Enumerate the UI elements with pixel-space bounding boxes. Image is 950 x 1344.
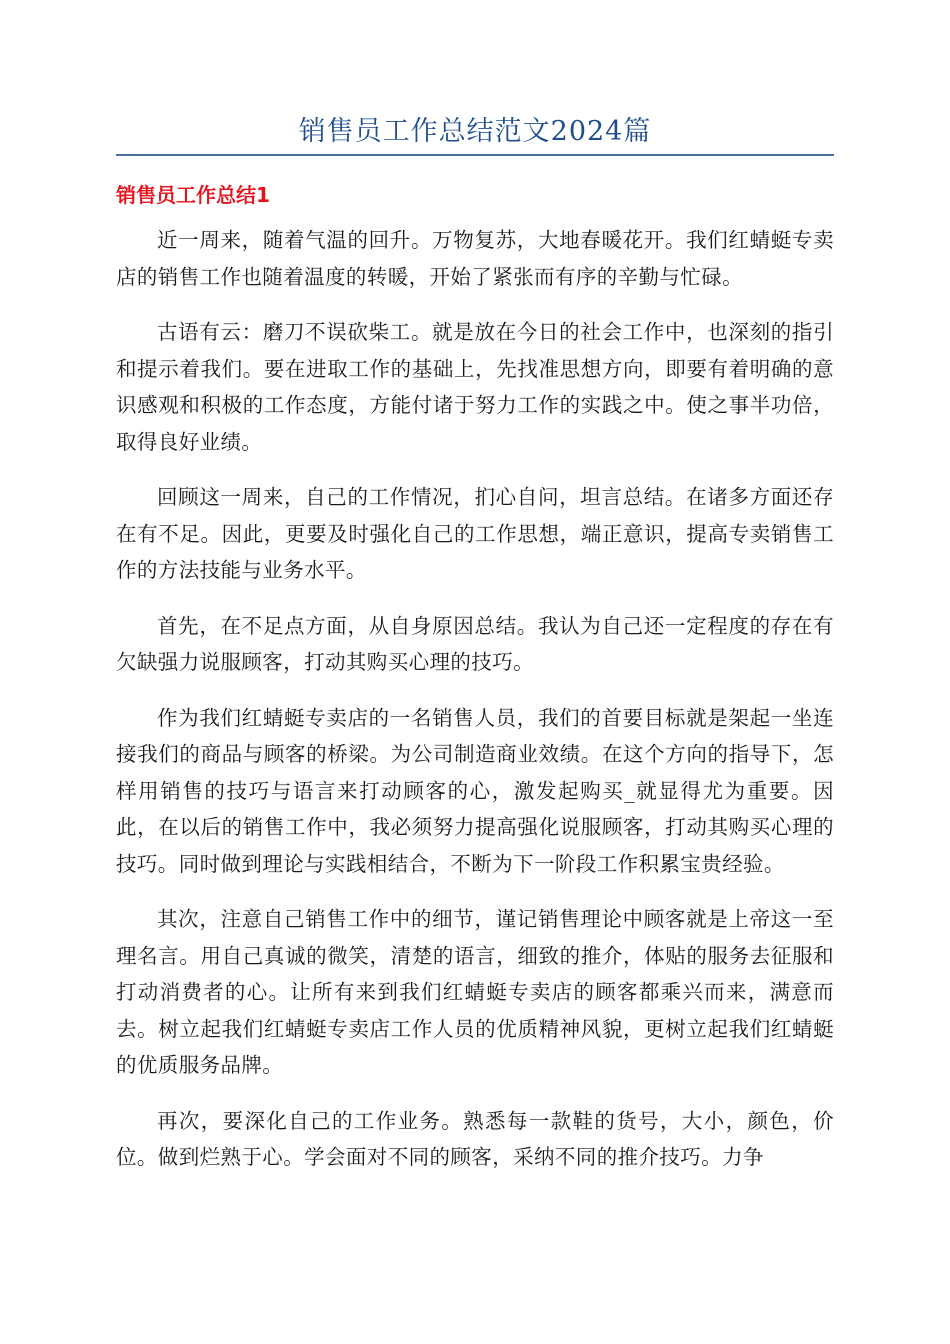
title-underline <box>116 154 834 156</box>
paragraph: 近一周来，随着气温的回升。万物复苏，大地春暖花开。我们红蜻蜓专卖店的销售工作也随着温度的转暖，开始了紧张而有序的辛勤与忙碌。 <box>116 228 834 289</box>
paragraph: 再次，要深化自己的工作业务。熟悉每一款鞋的货号，大小，颜色，价位。做到烂熟于心。学会面对不同的顾客，采纳不同的推介技巧。力争 <box>116 1108 834 1169</box>
paragraph: 回顾这一周来，自己的工作情况，扪心自问，坦言总结。在诸多方面还存在有不足。因此，更要及时强化自己的工作思想，端正意识，提高专卖销售工作的方法技能与业务水平。 <box>116 485 834 582</box>
paragraph: 作为我们红蜻蜓专卖店的一名销售人员，我们的首要目标就是架起一坐连接我们的商品与顾客的桥梁。为公司制造商业效绩。在这个方向的指导下，怎样用销售的技巧与语言来打动顾客的心，激发起购买_就显得尤为重要。因此，在以后的销售工作中，我必须努力提高强化说服顾客，打动其购买心理的技巧。同时做到理论与实践相结合，不断为下一阶段工作积累宝贵经验。 <box>116 705 834 876</box>
document-title: 销售员工作总结范文2024篇 <box>298 116 652 147</box>
paragraph: 其次，注意自己销售工作中的细节，谨记销售理论中顾客就是上帝这一至理名言。用自己真诚的微笑，清楚的语言，细致的推介，体贴的服务去征服和打动消费者的心。让所有来到我们红蜻蜓专卖店的顾客都乘兴而来，满意而去。树立起我们红蜻蜓专卖店工作人员的优质精神风貌，更树立起我们红蜻蜓的优质服务品牌。 <box>116 907 834 1077</box>
paragraph: 古语有云：磨刀不误砍柴工。就是放在今日的社会工作中，也深刻的指引和提示着我们。要在进取工作的基础上，先找准思想方向，即要有着明确的意识感观和积极的工作态度，方能付诸于努力工作的实践之中。使之事半功倍，取得良好业绩。 <box>116 320 834 454</box>
document-body <box>116 222 834 1195</box>
paragraph: 首先，在不足点方面，从自身原因总结。我认为自己还一定程度的存在有欠缺强力说服顾客，打动其购买心理的技巧。 <box>116 613 834 674</box>
section-heading: 销售员工作总结1 <box>116 183 270 207</box>
